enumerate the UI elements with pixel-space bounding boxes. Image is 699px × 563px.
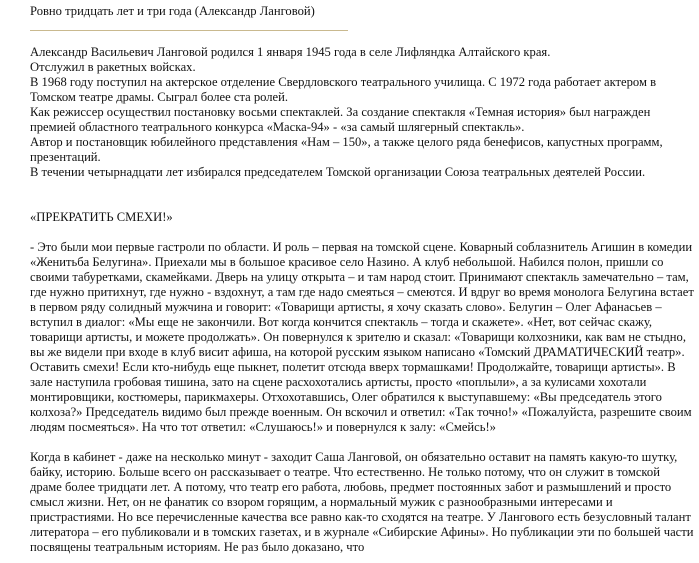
spacer [30,435,694,450]
spacer [30,180,694,210]
spacer [30,225,694,240]
document-page [30,0,694,555]
closing-paragraph: Когда в кабинет - даже на несколько минут - заходит Саша Ланговой, он обязательно оставит на память какую-то шутку, байку, историю. Больше всего он рассказывает о театре. Что естественно. Не только потому, что он служит в томской драме более тридцати лет. А потому, что театр его работа, любовь, предмет постоянных забот и размышлений и просто смысл жизни. Нет, он не фанатик со взором горящим, а нормальный мужик с разнообразными интересами и пристрастиями. Но все перечисленные качества все равно как-то сходятся на театре. У Лангового есть безусловный талант литератора – его публиковали и в томских газетах, и в журнале «Сибирские Афины». Но публикации эти по большей части посвящены театральным историям. Не раз было доказано, что [30,450,694,554]
bio-paragraph: Александр Васильевич Ланговой родился 1 января 1945 года в селе Лифляндка Алтайского края. [30,45,551,59]
article-title: Ровно тридцать лет и три года (Александр Ланговой) [30,4,315,18]
bio-paragraph: Как режиссер осуществил постановку восьми спектаклей. За создание спектакля «Темная история» был награжден премией областного театрального конкурса «Маска-94» - «за самый шлягерный спектакль». [30,105,651,134]
bio-paragraph: В 1968 году поступил на актерское отделение Свердловского театрального училища. С 1972 года работает актером в Томском театре драмы. Сыграл более ста ролей. [30,75,657,104]
bio-paragraph: В течении четырнадцати лет избирался председателем Томской организации Союза театральных деятелей России. [30,165,646,179]
section-heading: «ПРЕКРАТИТЬ СМЕХИ!» [30,210,173,224]
story-paragraph: - Это были мои первые гастроли по области. И роль – первая на томской сцене. Коварный соблазнитель Агишин в комедии «Женитьба Белугина». Приехали мы в большое красивое село Назино. А клуб небольшой. Набился полон, пришли со своими табуретками, скамейками. Дверь на улицу открыта – и там народ стоит. Принимают спектакль замечательно – там, где нужно притихнут, где нужно - вздохнут, а там где надо смеяться – смеются. И вдруг во время монолога Белугина встает в первом ряду солидный мужчина и говорит: «Товарищи артисты, я хочу сказать слово». Белугин – Олег Афанасьев – вступил в диалог: «Мы еще не закончили. Вот когда кончится спектакль – тогда и скажете». «Нет, вот сейчас скажу, товарищи артисты, и можете продолжать». Он повернулся к зрителю и сказал: «Товарищи колхозники, как вам не стыдно, вы же видели при входе в клуб висит афиша, на которой русским языком написано «Томский ДРАМАТИЧЕСКИЙ театр». Оставить смехи! Если кто-нибудь еще пыкнет, полетит отсюда вверх тормашками! Продолжайте, товарищи артисты». В зале наступила гробовая тишина, зато на сцене расхохотались артисты, просто «поплыли», а за кулисами хохотали монтировщики, костюмеры, парикмахеры. Отхохотавшись, Олег обратился к выступавшему: «Вы председатель этого колхоза?» Председатель видимо был прежде военным. Он вскочил и ответил: «Так точно!» «Пожалуйста, разрешите своим людям посмеяться». На что тот ответил: «Слушаюсь!» и повернулся к залу: «Смейсь!» [30,240,694,434]
bio-paragraph: Отслужил в ракетных войсках. [30,60,196,74]
bio-paragraph: Автор и постановщик юбилейного представления «Нам – 150», а также целого ряда бенефисов, капустных программ, презентаций. [30,135,663,164]
bio-block [30,45,694,180]
title-divider [30,30,348,31]
